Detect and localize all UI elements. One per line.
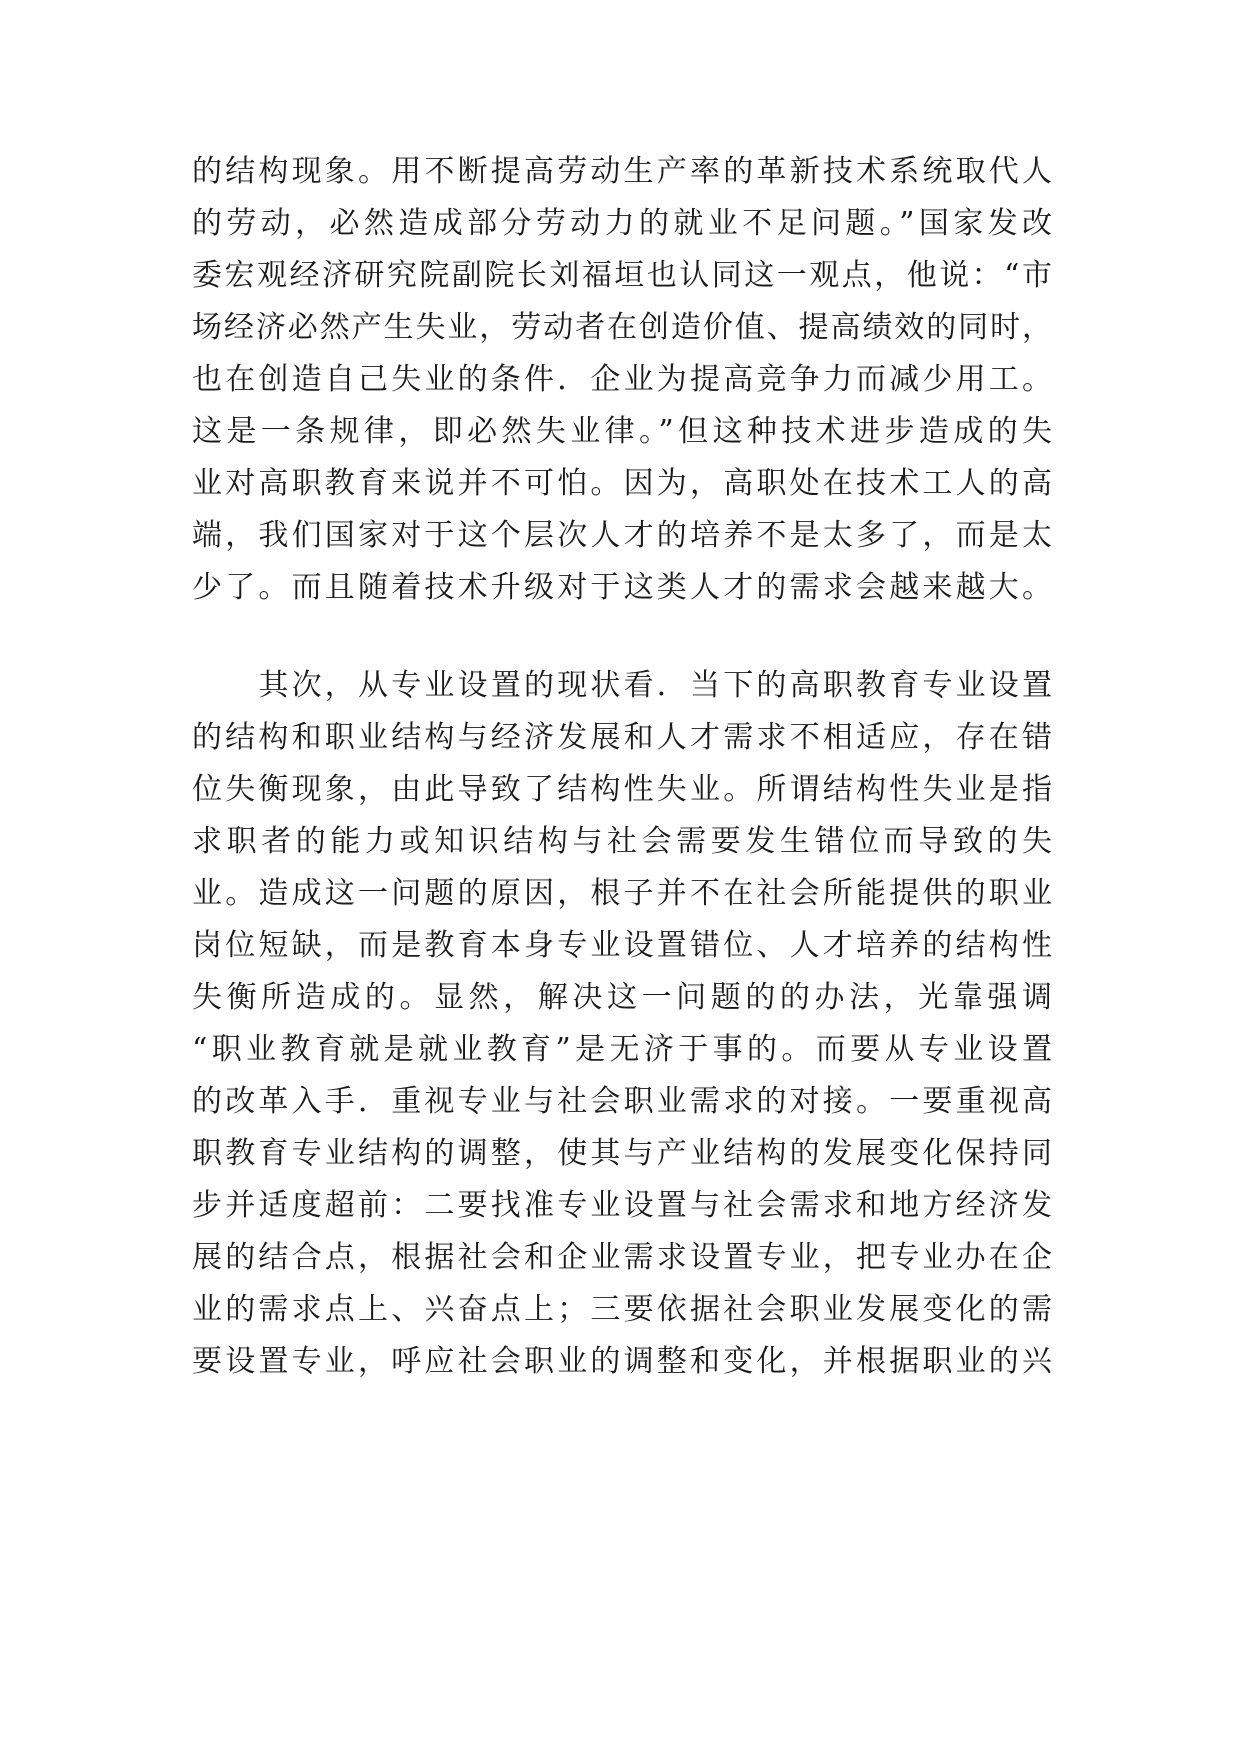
text-line: 业。造成这一问题的原因，根子并不在社会所能提供的职业 [192,876,1052,911]
text-line: 的改革入手．重视专业与社会职业需求的对接。一要重视高 [192,1084,1052,1119]
text-line: 其次，从专业设置的现状看．当下的高职教育专业设置 [192,668,1052,703]
text-line: “职业教育就是就业教育”是无济于事的。而要从专业设置 [192,1032,1052,1067]
text-line: 少了。而且随着技术升级对于这类人才的需求会越来越大。 [192,570,1052,605]
text-line: 展的结合点，根据社会和企业需求设置专业，把专业办在企 [192,1240,1052,1275]
text-line: 的结构现象。用不断提高劳动生产率的革新技术系统取代人 [192,154,1052,189]
text-line: 业对高职教育来说并不可怕。因为，高职处在技术工人的高 [192,466,1052,501]
text-line: 步并适度超前：二要找准专业设置与社会需求和地方经济发 [192,1188,1052,1223]
text-line: 也在创造自己失业的条件．企业为提高竞争力而减少用工。 [192,362,1052,397]
text-line: 失衡所造成的。显然，解决这一问题的的办法，光靠强调 [192,980,1052,1015]
text-line: 职教育专业结构的调整，使其与产业结构的发展变化保持同 [192,1136,1052,1171]
text-line: 场经济必然产生失业，劳动者在创造价值、提高绩效的同时， [192,310,1052,345]
text-line: 求职者的能力或知识结构与社会需要发生错位而导致的失 [192,824,1052,859]
text-line: 岗位短缺，而是教育本身专业设置错位、人才培养的结构性 [192,928,1052,963]
text-line: 这是一条规律，即必然失业律。”但这种技术进步造成的失 [192,414,1052,449]
text-line: 位失衡现象，由此导致了结构性失业。所谓结构性失业是指 [192,772,1052,807]
text-line: 委宏观经济研究院副院长刘福垣也认同这一观点，他说：“市 [192,258,1052,293]
text-line: 业的需求点上、兴奋点上；三要依据社会职业发展变化的需 [192,1292,1052,1327]
text-line: 端，我们国家对于这个层次人才的培养不是太多了，而是太 [192,518,1052,553]
text-line: 的劳动，必然造成部分劳动力的就业不足问题。”国家发改 [192,206,1052,241]
text-line: 的结构和职业结构与经济发展和人才需求不相适应，存在错 [192,720,1052,755]
text-line: 要设置专业，呼应社会职业的调整和变化，并根据职业的兴 [192,1344,1052,1379]
